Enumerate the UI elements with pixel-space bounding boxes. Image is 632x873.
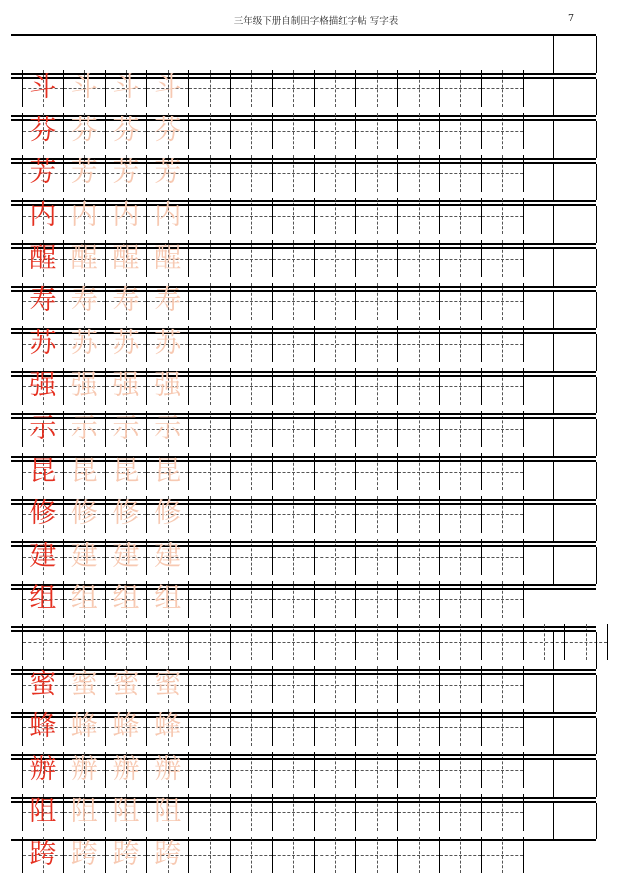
tianzige-cell [513,79,555,116]
model-character: 跨 [29,838,57,870]
model-character: 建 [29,540,57,572]
tianzige-cell [554,206,597,243]
tianzige-cell [64,453,106,490]
trace-character: 示 [70,413,98,445]
tianzige-cell [22,283,64,320]
tianzige-cell [64,326,106,363]
trace-character: 修 [154,498,182,530]
tianzige-cell [398,837,440,873]
trace-character: 蜂 [112,711,140,743]
tianzige-cell [22,709,64,746]
tianzige-cell [106,752,148,789]
tianzige-cell [106,198,148,235]
tianzige-cell [64,539,106,576]
tianzige-cell [64,837,106,873]
tianzige-cell [554,632,597,669]
trace-character: 寿 [154,285,182,317]
trace-character: 斗 [112,72,140,104]
trace-character: 昆 [112,455,140,487]
trace-character: 芬 [70,114,98,146]
tianzige-cell [147,666,189,703]
model-character: 蜂 [29,711,57,743]
tianzige-cell [64,113,106,150]
trace-character: 组 [112,583,140,615]
trace-character: 建 [154,540,182,572]
trace-character: 建 [70,540,98,572]
tianzige-cell [513,164,555,201]
trace-character: 组 [70,583,98,615]
page-header [0,13,632,29]
tianzige-cell [147,113,189,150]
tianzige-cell [554,292,597,329]
trace-character: 辦 [70,753,98,785]
tianzige-cell [64,368,106,405]
trace-character: 内 [70,200,98,232]
trace-character: 辦 [154,753,182,785]
tianzige-cell [147,496,189,533]
model-character: 强 [29,370,57,402]
tianzige-cell [64,70,106,107]
tianzige-cell [147,581,189,618]
tianzige-cell [64,581,106,618]
trace-character: 苏 [154,327,182,359]
tianzige-cell [482,837,524,873]
tianzige-cell [440,837,482,873]
tianzige-cell [554,462,597,499]
tianzige-cell [554,79,597,116]
tianzige-cell [554,377,597,414]
tianzige-cell [22,794,64,831]
trace-character: 修 [112,498,140,530]
tianzige-cell [147,411,189,448]
tianzige-cell [513,462,555,499]
tianzige-cell [147,283,189,320]
tianzige-cell [22,198,64,235]
tianzige-cell [22,453,64,490]
practice-row [11,630,596,700]
trace-character: 寿 [70,285,98,317]
tianzige-cell [189,837,231,873]
tianzige-cell [513,718,555,755]
tianzige-cell [147,709,189,746]
tianzige-cell [106,581,148,618]
trace-character: 芬 [154,114,182,146]
tianzige-cell [554,760,597,797]
tianzige-cell [22,752,64,789]
tianzige-cell [106,113,148,150]
trace-character: 蜂 [154,711,182,743]
tianzige-cell [513,36,555,73]
model-character: 醒 [29,242,57,274]
trace-character: 苏 [112,327,140,359]
trace-character: 示 [154,413,182,445]
tianzige-cell [22,155,64,192]
tianzige-cell [106,666,148,703]
tianzige-cell [554,675,597,712]
page-title: 三年级下册自制田字格描红字帖 写字表 [233,16,399,27]
model-character: 组 [29,583,57,615]
tianzige-cell [147,539,189,576]
tianzige-cell [64,240,106,277]
model-character: 斗 [29,72,57,104]
trace-character: 示 [112,413,140,445]
tianzige-cell [554,547,597,584]
trace-character: 蜂 [70,711,98,743]
trace-character: 芳 [154,157,182,189]
trace-character: 跨 [112,838,140,870]
trace-character: 蜜 [112,668,140,700]
trace-character: 跨 [154,838,182,870]
tianzige-cell [554,419,597,456]
model-character: 苏 [29,327,57,359]
tianzige-cell [554,505,597,542]
tianzige-cell [554,718,597,755]
trace-character: 建 [112,540,140,572]
tianzige-cell [64,709,106,746]
model-character: 芬 [29,114,57,146]
tianzige-cell [554,803,597,840]
tianzige-cell [147,837,189,873]
tianzige-cell [147,198,189,235]
tianzige-cell [554,334,597,371]
model-character: 阻 [29,796,57,828]
trace-character: 蜜 [154,668,182,700]
practice-grid [11,34,596,870]
trace-character: 醒 [112,242,140,274]
tianzige-cell [273,837,315,873]
trace-character: 昆 [70,455,98,487]
tianzige-cell [356,837,398,873]
model-character: 芳 [29,157,57,189]
tianzige-cell [106,496,148,533]
tianzige-cell [147,155,189,192]
tianzige-cell [106,368,148,405]
tianzige-cell [147,368,189,405]
tianzige-cell [106,539,148,576]
trace-character: 蜜 [70,668,98,700]
model-character: 辦 [29,753,57,785]
trace-character: 内 [112,200,140,232]
trace-character: 内 [154,200,182,232]
trace-character: 昆 [154,455,182,487]
tianzige-cell [513,505,555,542]
tianzige-cell [22,326,64,363]
trace-character: 芳 [70,157,98,189]
trace-character: 修 [70,498,98,530]
tianzige-cell [147,240,189,277]
trace-character: 强 [154,370,182,402]
tianzige-cell [106,837,148,873]
tianzige-cell [513,675,555,712]
model-character: 昆 [29,455,57,487]
trace-character: 阻 [70,796,98,828]
tianzige-cell [106,794,148,831]
tianzige-cell [231,837,273,873]
trace-character: 组 [154,583,182,615]
tianzige-cell [147,70,189,107]
trace-character: 芬 [112,114,140,146]
tianzige-cell [64,283,106,320]
tianzige-cell [513,377,555,414]
tianzige-cell [64,411,106,448]
tianzige-cell [22,240,64,277]
trace-character: 斗 [70,72,98,104]
tianzige-cell [554,164,597,201]
tianzige-cell [106,411,148,448]
tianzige-cell [106,283,148,320]
tianzige-cell [147,752,189,789]
trace-character: 斗 [154,72,182,104]
tianzige-cell [147,794,189,831]
model-character: 寿 [29,285,57,317]
trace-character: 跨 [70,838,98,870]
tianzige-cell [106,240,148,277]
tianzige-cell [22,70,64,107]
tianzige-cell [106,709,148,746]
tianzige-cell [22,539,64,576]
tianzige-cell [513,121,555,158]
trace-character: 芳 [112,157,140,189]
trace-character: 辦 [112,753,140,785]
tianzige-cell [315,837,357,873]
page-number: 7 [567,13,574,24]
tianzige-cell [64,666,106,703]
tianzige-cell [513,419,555,456]
tianzige-cell [22,581,64,618]
tianzige-cell [64,496,106,533]
model-character: 示 [29,413,57,445]
tianzige-cell [22,496,64,533]
tianzige-cell [554,121,597,158]
model-character: 内 [29,200,57,232]
trace-character: 寿 [112,285,140,317]
tianzige-cell [147,326,189,363]
tianzige-cell [513,334,555,371]
tianzige-cell [106,453,148,490]
tianzige-cell [106,155,148,192]
tianzige-cell [22,368,64,405]
tianzige-cell [22,666,64,703]
trace-character: 强 [112,370,140,402]
tianzige-cell [22,411,64,448]
trace-character: 醒 [154,242,182,274]
trace-character: 阻 [154,796,182,828]
practice-row [11,34,596,104]
trace-character: 强 [70,370,98,402]
tianzige-cell [513,292,555,329]
tianzige-cell [64,752,106,789]
tianzige-cell [554,249,597,286]
tianzige-cell [513,803,555,840]
tianzige-cell [554,36,597,73]
tianzige-cell [513,760,555,797]
trace-character: 苏 [70,327,98,359]
tianzige-cell [513,249,555,286]
tianzige-cell [513,206,555,243]
tianzige-cell [513,547,555,584]
tianzige-cell [22,837,64,873]
tianzige-cell [64,198,106,235]
tianzige-cell [106,70,148,107]
tianzige-cell [22,113,64,150]
model-character: 修 [29,498,57,530]
tianzige-cell [147,453,189,490]
tianzige-cell [64,794,106,831]
tianzige-cell [106,326,148,363]
trace-character: 阻 [112,796,140,828]
model-character: 蜜 [29,668,57,700]
tianzige-cell [513,632,555,669]
tianzige-cell [64,155,106,192]
trace-character: 醒 [70,242,98,274]
